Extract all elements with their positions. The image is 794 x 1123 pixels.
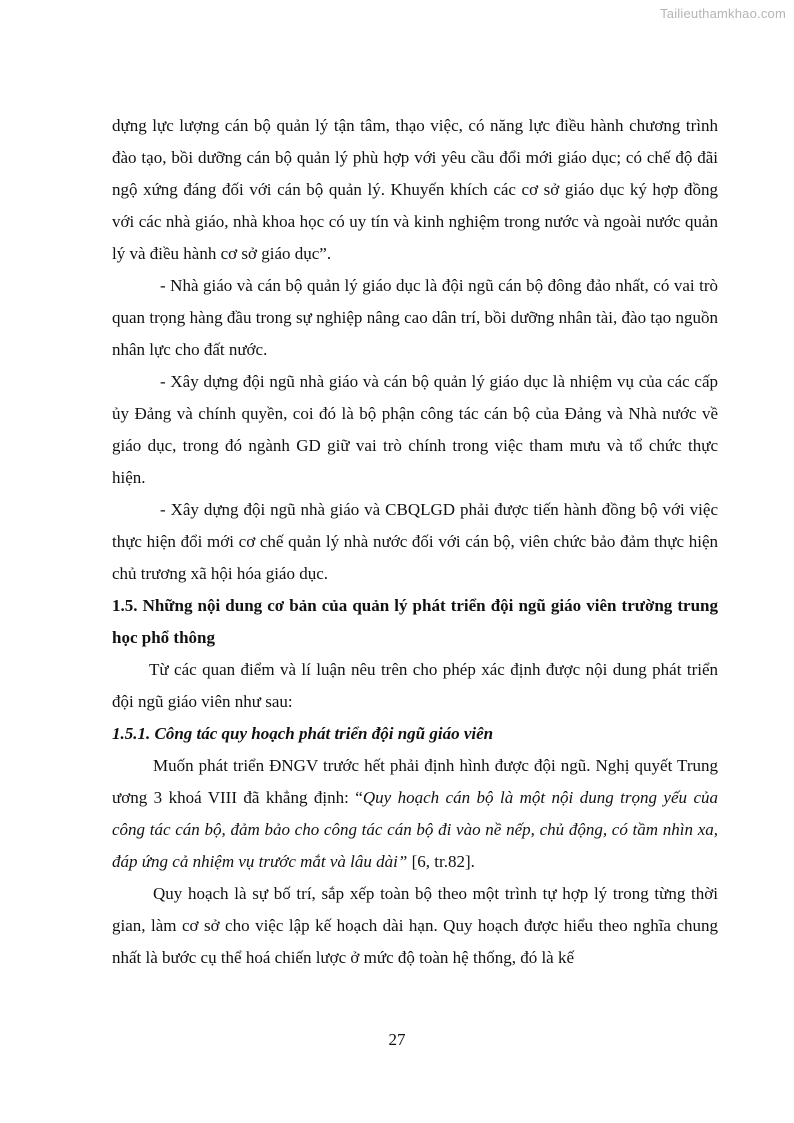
paragraph-6-quote: Quy hoạch cán bộ là một nội dung trọng yếu của công tác cán bộ, đảm bảo cho công tác cán bộ đi vào nề nếp, chủ động, có tầm nhìn xa, đáp ứng cả nhiệm vụ trước mắt và lâu dài” [112,788,718,871]
paragraph-2: - Nhà giáo và cán bộ quản lý giáo dục là đội ngũ cán bộ đông đảo nhất, có vai trò quan trọng hàng đầu trong sự nghiệp nâng cao dân trí, bồi dưỡng nhân tài, đào tạo nguồn nhân lực cho đất nước. [112,276,718,359]
paragraph-4: - Xây dựng đội ngũ nhà giáo và CBQLGD phải được tiến hành đồng bộ với việc thực hiện đổi mới cơ chế quản lý nhà nước đối với cán bộ, viên chức bảo đảm thực hiện chủ trương xã hội hóa giáo dục. [112,500,718,583]
section-heading-1-5-1: 1.5.1. Công tác quy hoạch phát triển đội ngũ giáo viên [112,724,494,743]
paragraph-6-start: Muốn phát triển ĐNGV trước hết phải định hình được đội ngũ. Nghị quyết Trung ương 3 khoá VIII đã khẳng định: “ [112,756,718,807]
paragraph-6-citation: [6, tr.82]. [407,852,475,871]
paragraph-6 [112,750,718,878]
page-body [112,110,718,974]
paragraph-3: - Xây dựng đội ngũ nhà giáo và cán bộ quản lý giáo dục là nhiệm vụ của các cấp ủy Đảng và chính quyền, coi đó là bộ phận công tác cán bộ của Đảng và Nhà nước về giáo dục, trong đó ngành GD giữ vai trò chính trong việc tham mưu và tổ chức thực hiện. [112,372,718,487]
paragraph-1: dựng lực lượng cán bộ quản lý tận tâm, thạo việc, có năng lực điều hành chương trình đào tạo, bồi dưỡng cán bộ quản lý phù hợp với yêu cầu đổi mới giáo dục; có chế độ đãi ngộ xứng đáng đối với cán bộ quản lý. Khuyến khích các cơ sở giáo dục ký hợp đồng với các nhà giáo, nhà khoa học có uy tín và kinh nghiệm trong nước và ngoài nước quản lý và điều hành cơ sở giáo dục”. [112,116,718,263]
section-heading-1-5: 1.5. Những nội dung cơ bản của quản lý phát triển đội ngũ giáo viên trường trung học phổ thông [112,596,718,647]
paragraph-7: Quy hoạch là sự bố trí, sắp xếp toàn bộ theo một trình tự hợp lý trong từng thời gian, làm cơ sở cho việc lập kế hoạch dài hạn. Quy hoạch được hiểu theo nghĩa chung nhất là bước cụ thể hoá chiến lược ở mức độ toàn hệ thống, đó là kế [112,884,718,967]
watermark: Tailieuthamkhao.com [660,6,786,21]
page-number: 27 [388,1030,406,1049]
paragraph-5: Từ các quan điểm và lí luận nêu trên cho phép xác định được nội dung phát triển đội ngũ giáo viên như sau: [112,660,718,711]
